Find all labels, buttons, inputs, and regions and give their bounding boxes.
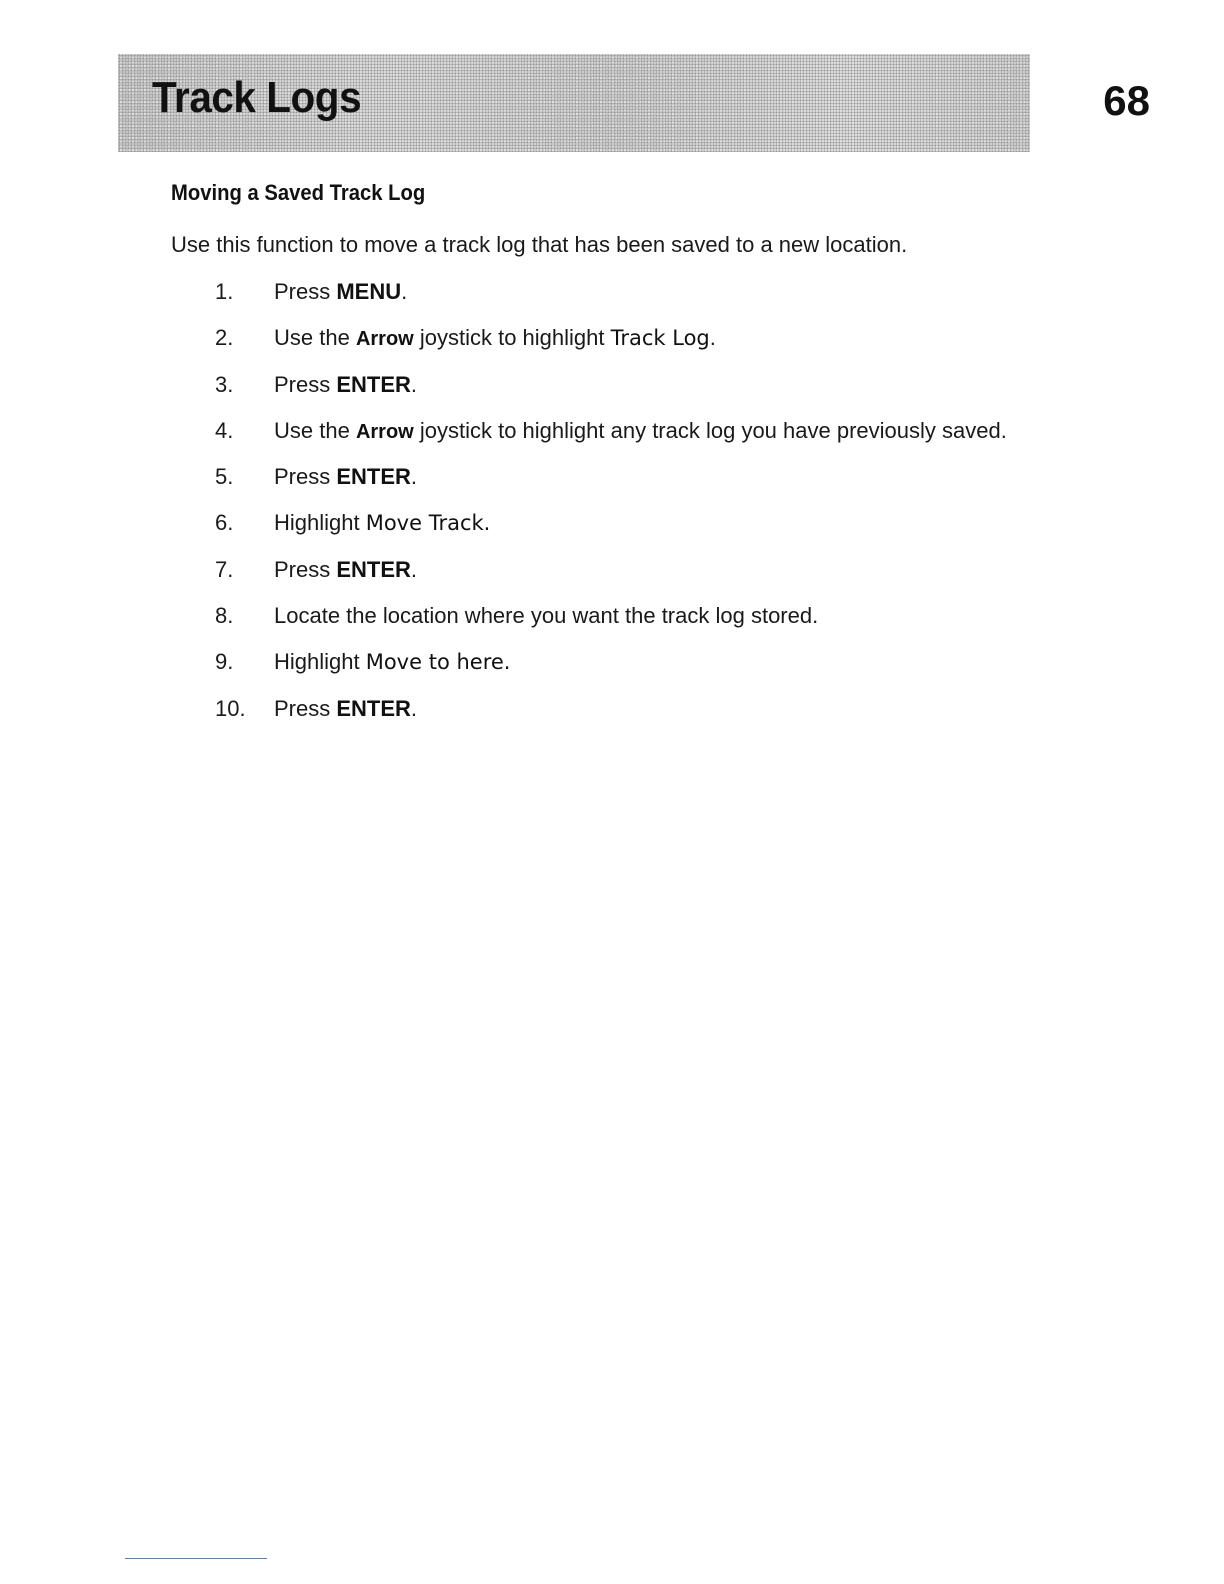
key-name: ENTER — [336, 695, 411, 721]
footer-rule — [125, 1558, 267, 1559]
step-text-part: Locate the location where you want the track log stored. — [274, 603, 819, 629]
screen-option: Move to here. — [365, 650, 511, 675]
step-number: 4. — [215, 417, 234, 443]
step-text-part: Press — [274, 279, 337, 304]
subheading: Moving a Saved Track Log — [171, 180, 426, 205]
step-text — [274, 646, 510, 678]
step-text — [274, 461, 417, 493]
step-text-part: . — [709, 325, 716, 351]
step-number: 2. — [215, 325, 234, 351]
step-number: 6. — [215, 510, 234, 536]
page-number: 68 — [1103, 77, 1150, 124]
step-text — [274, 507, 490, 539]
step-text-part: Use the — [274, 325, 356, 351]
step-text-part: Press — [274, 464, 337, 490]
key-name: Arrow — [355, 328, 414, 351]
step-text — [274, 600, 818, 632]
screen-option: Move Track. — [365, 511, 491, 536]
step-text-part: Press — [274, 556, 337, 582]
step-number: 8. — [215, 603, 234, 629]
key-name: ENTER — [336, 556, 411, 582]
key-name: Arrow — [355, 420, 414, 443]
step-text-part: Press — [274, 371, 337, 397]
step-text-part: Press — [274, 695, 337, 721]
step-text-part: joystick to highlight — [413, 325, 611, 351]
step-number: 10. — [215, 695, 246, 721]
key-name: ENTER — [336, 464, 411, 490]
step-number: 3. — [215, 371, 234, 397]
step-text — [274, 415, 1007, 448]
step-text-part: . — [410, 695, 418, 721]
step-number: 9. — [215, 649, 234, 675]
step-text-part: Highlight — [274, 649, 366, 675]
step-text — [274, 322, 716, 355]
intro-paragraph: Use this function to move a track log that has been saved to a new location. — [171, 232, 908, 257]
step-number: 7. — [215, 556, 234, 582]
key-name: ENTER — [336, 371, 411, 397]
screen-option: Track Log — [610, 326, 710, 351]
step-text-part: Highlight — [274, 510, 366, 536]
section-title: Track Logs — [152, 73, 362, 122]
step-text — [274, 276, 407, 308]
step-number: 1. — [215, 279, 234, 304]
step-text-part: joystick to highlight any track log you have previously saved. — [413, 417, 1007, 443]
step-number: 5. — [215, 464, 234, 490]
key-name: MENU — [336, 279, 402, 304]
step-text-part: . — [410, 556, 418, 582]
step-text-part: Use the — [274, 417, 356, 443]
step-text-part: . — [410, 464, 418, 490]
step-text — [274, 369, 417, 401]
step-text-part: . — [401, 279, 408, 304]
step-text-part: . — [410, 371, 418, 397]
step-text — [274, 693, 417, 725]
step-text — [274, 554, 417, 586]
